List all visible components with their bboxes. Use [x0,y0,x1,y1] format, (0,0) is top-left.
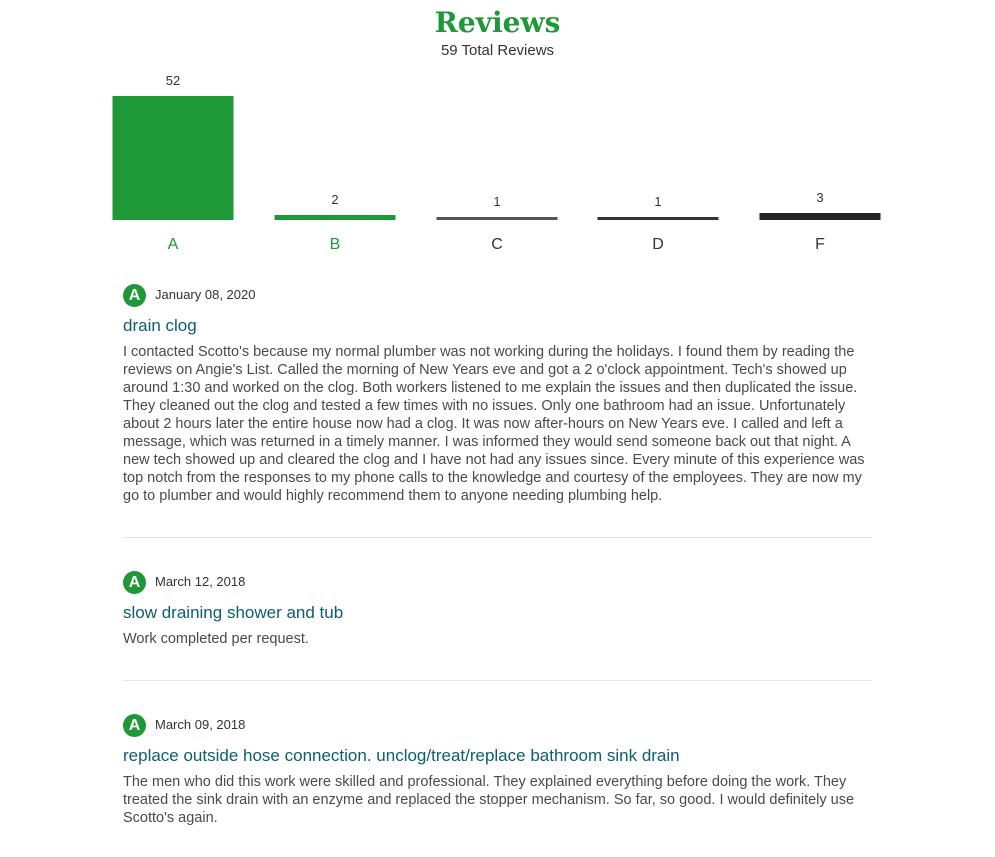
review-text: I contacted Scotto's because my normal plumber was not working during the holidays. I found them by reading the reviews on Angie's List. Called the morning of New Years eve and got a 2 o'clock appointment. Tech's showed up around 1:30 and worked on the clog. Both workers listened to me explain the issues and then duplicated the issue. They cleaned out the clog and tested a few times with no issues. Only one bathroom had an issue. Unfortunately about 2 hours later the entire house now had a clog. It was now after-hours on New Years eve. I called and left a message, which was returned in a timely manner. I was informed they would send someone back out that night. A new tech showed up and cleared the clog and I have not had any issues since. Every minute of this experience was top notch from the responses to my phone calls to the knowledge and courtesy of the employees. They are now my go to plumber and would highly recommend them to anyone needing plumbing help. [123,344,865,504]
page-title: Reviews [434,6,561,39]
grade-badge: A [123,714,146,737]
grade-category-label-c: C [491,236,503,253]
review-date: March 09, 2018 [155,717,246,732]
review-header [123,713,872,737]
grade-category-label-b: B [329,236,341,253]
grade-category-label-d: D [652,236,664,253]
review-divider [123,680,872,681]
review-text: The men who did this work were skilled and professional. They explained everything before doing the work. They treated the sink drain with an enzyme and replaced the stopper mechanism. So far, so good. I would definitely use Scotto's again. [123,774,855,826]
grade-bar-c [437,217,558,220]
review-item [123,570,872,648]
review-title-link[interactable]: slow draining shower and tub [123,603,344,622]
grade-bar-b [275,215,396,220]
total-reviews-count: 59 Total Reviews [440,42,555,59]
grade-count-label-c: 1 [493,194,501,209]
grade-category-label-a: A [167,236,179,253]
grade-bar-a [113,96,234,220]
review-date: March 12, 2018 [155,574,246,589]
grade-count-label-d: 1 [654,194,662,209]
grade-bar-d [598,217,719,220]
grade-bar-f [760,213,881,220]
review-title-link[interactable]: replace outside hose connection. unclog/treat/replace bathroom sink drain [123,746,680,765]
review-date: January 08, 2020 [155,287,256,302]
grade-category-label-f: F [815,236,825,253]
review-item [123,713,872,827]
grade-count-label-f: 3 [816,190,824,205]
grade-count-label-b: 2 [331,192,339,207]
review-title-link[interactable]: drain clog [123,316,197,335]
review-header [123,570,872,594]
grade-badge: A [123,571,146,594]
grade-count-label-a: 52 [165,73,181,88]
review-item [123,283,872,505]
grade-distribution-chart [0,0,995,260]
grade-badge: A [123,284,146,307]
review-text: Work completed per request. [123,631,309,647]
grade-chart-svg [0,0,995,260]
reviews-list [123,283,872,827]
review-divider [123,537,872,538]
review-header [123,283,872,307]
